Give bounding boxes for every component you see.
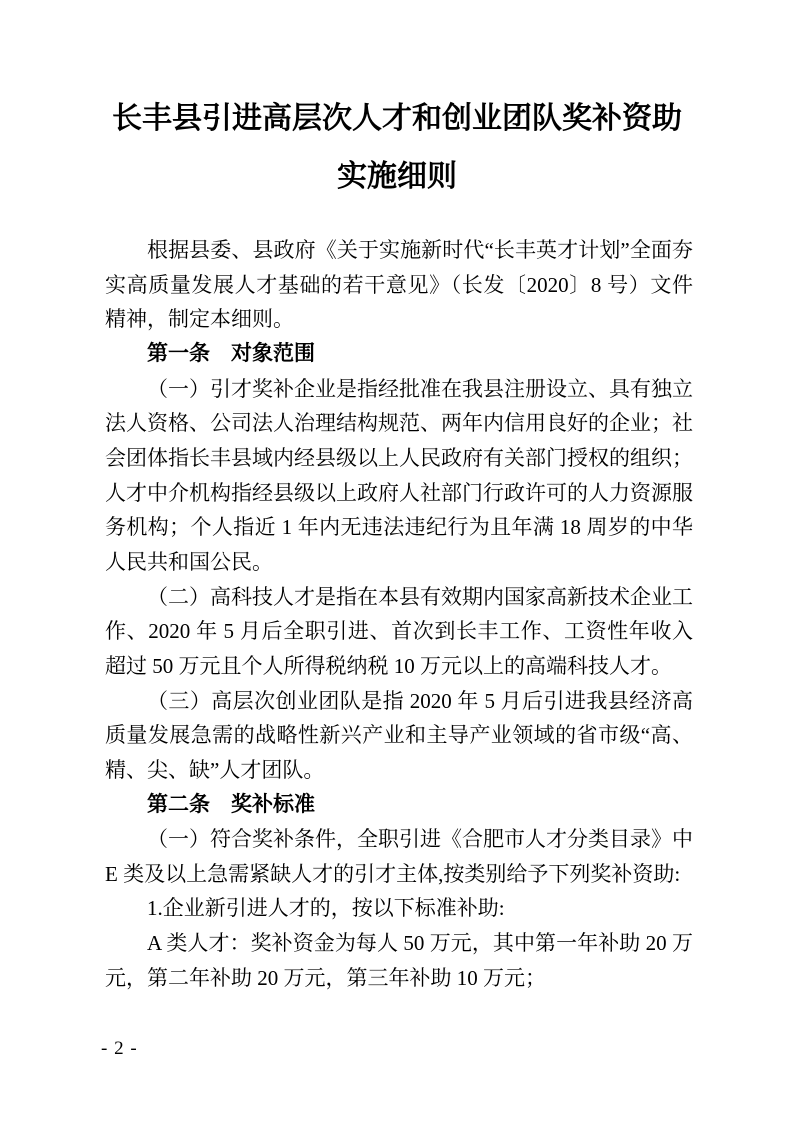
document-body [105,233,693,995]
article2-point1-a: A 类人才：奖补资金为每人 50 万元，其中第一年补助 20 万元，第二年补助 20 万元，第三年补助 10 万元； [105,931,693,990]
article1-item2: （二）高科技人才是指在本县有效期内国家高新技术企业工作、2020 年 5 月后全职引进、首次到长丰工作、工资性年收入超过 50 万元且个人所得税纳税 10 万元以上的高端科技人才。 [105,584,693,678]
document-title-line2: 实施细则 [337,160,457,193]
page-number: - 2 - [101,1038,138,1059]
article1-heading: 第一条 对象范围 [147,341,315,365]
article2-heading: 第二条 奖补标准 [147,792,315,816]
article2-point1: 1.企业新引进人才的，按以下标准补助: [147,896,505,921]
document-title-line1: 长丰县引进高层次人才和创业团队奖补资助 [112,102,682,135]
article2-item1: （一）符合奖补条件，全职引进《合肥市人才分类目录》中 E 类及以上急需紧缺人才的引才主体,按类别给予下列奖补资助: [105,827,693,886]
document-title [0,90,794,206]
article1-item1: （一）引才奖补企业是指经批准在我县注册设立、具有独立法人资格、公司法人治理结构规范、两年内信用良好的企业；社会团体指长丰县域内经县级以上人民政府有关部门授权的组织；人才中介机构指经县级以上政府人社部门行政许可的人力资源服务机构；个人指近 1 年内无违法违纪行为且年满 18 周岁的中华人民共和国公民。 [105,376,693,574]
intro-paragraph: 根据县委、县政府《关于实施新时代“长丰英才计划”全面夯实高质量发展人才基础的若干意见》（长发〔2020〕8 号）文件精神，制定本细则。 [105,238,693,332]
article1-item3: （三）高层次创业团队是指 2020 年 5 月后引进我县经济高质量发展急需的战略性新兴产业和主导产业领域的省市级“高、精、尖、缺”人才团队。 [105,688,693,782]
